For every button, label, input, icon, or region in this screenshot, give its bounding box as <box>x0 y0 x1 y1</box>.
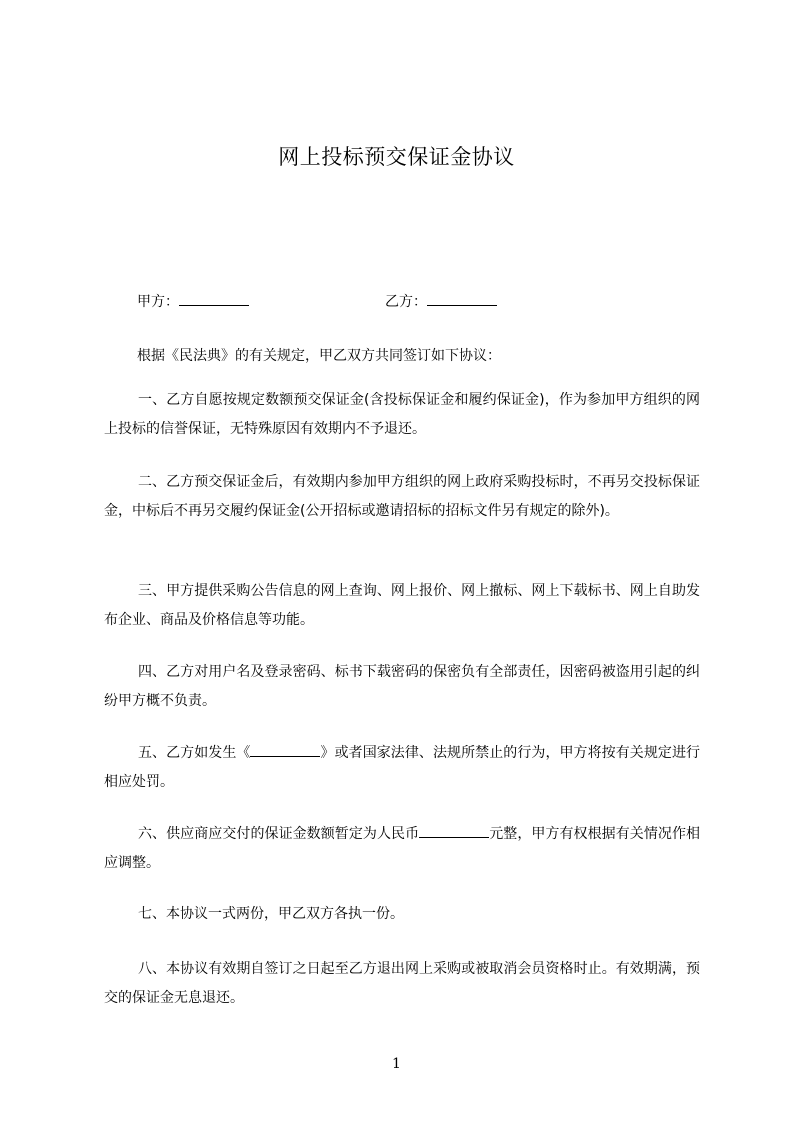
party-b-label: 乙方： <box>385 294 427 310</box>
clause-6-text-before: 六、供应商应交付的保证金数额暂定为人民币 <box>138 826 420 842</box>
party-b <box>385 290 497 314</box>
parties-line <box>137 290 697 314</box>
clause-2: 二、乙方预交保证金后，有效期内参加甲方组织的网上政府采购投标时，不再另交投标保证金，中标后不再另交履约保证金(公开招标或邀请招标的招标文件另有规定的除外)。 <box>104 474 700 519</box>
clause-5 <box>104 739 700 797</box>
page-number: 1 <box>392 1056 401 1072</box>
clause-4: 四、乙方对用户名及登录密码、标书下载密码的保密负有全部责任，因密码被盗用引起的纠纷甲方概不负责。 <box>104 664 700 709</box>
clause-6-text-after: 元整，甲方有权根据有关情况作相应调整。 <box>104 826 701 871</box>
clause-1: 一、乙方自愿按规定数额预交保证金(含投标保证金和履约保证金)，作为参加甲方组织的网上投标的信誉保证，无特殊原因有效期内不予退还。 <box>104 392 700 437</box>
party-a-label: 甲方： <box>137 294 179 310</box>
clause-5-blank <box>250 742 320 757</box>
party-a-blank <box>179 291 249 306</box>
clause-3: 三、甲方提供采购公告信息的网上查询、网上报价、网上撤标、网上下载标书、网上自助发布企业、商品及价格信息等功能。 <box>104 583 700 628</box>
party-b-blank <box>427 291 497 306</box>
party-a <box>137 290 249 314</box>
clause-8: 八、本协议有效期自签订之日起至乙方退出网上采购或被取消会员资格时止。有效期满，预交的保证金无息退还。 <box>104 961 700 1006</box>
document-title: 网上投标预交保证金协议 <box>278 145 515 169</box>
intro-paragraph: 根据《民法典》的有关规定，甲乙双方共同签订如下协议： <box>137 348 501 364</box>
clause-5-text-after: 》或者国家法律、法规所禁止的行为，甲方将按有关规定进行相应处罚。 <box>104 745 701 790</box>
clause-6-blank <box>419 823 489 838</box>
clause-5-text-before: 五、乙方如发生《 <box>138 745 251 761</box>
clause-6 <box>104 820 700 878</box>
clause-7: 七、本协议一式两份，甲乙双方各执一份。 <box>138 906 404 922</box>
